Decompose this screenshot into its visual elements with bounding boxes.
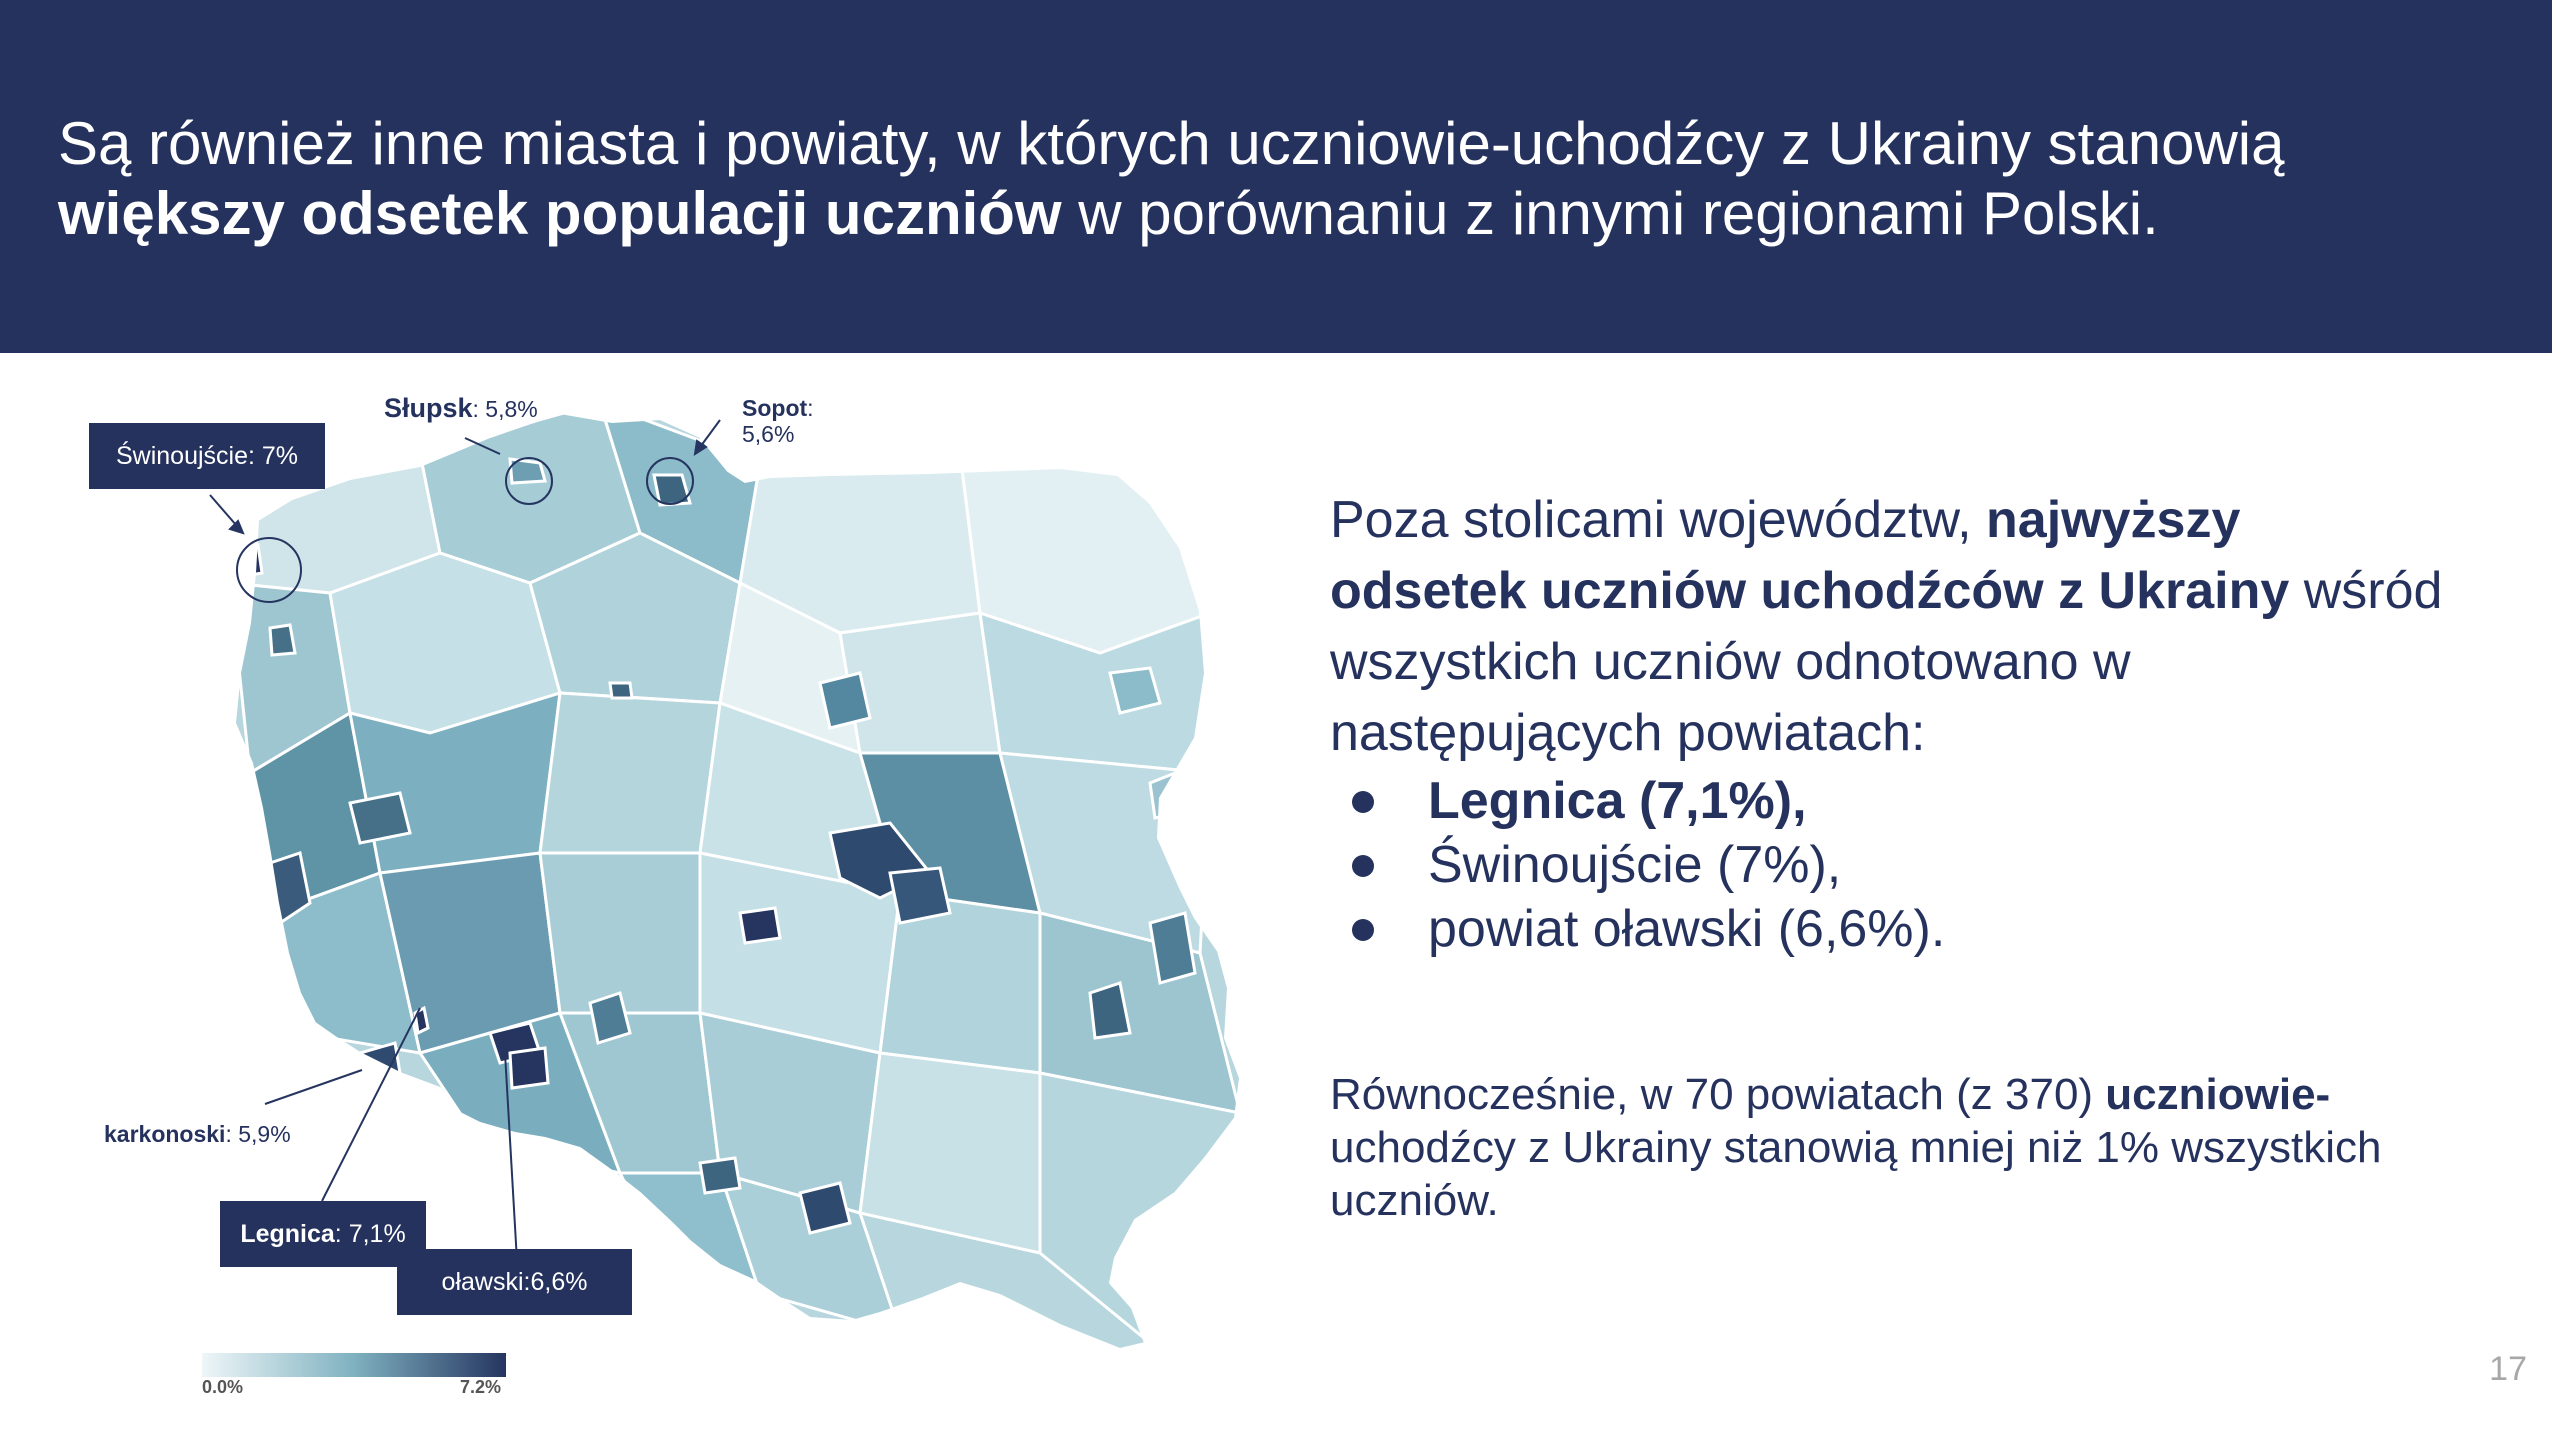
note-intro: Równocześnie, w 70 powiatach (z 370) <box>1330 1070 2106 1119</box>
legnica-value: : 7,1% <box>334 1219 406 1248</box>
findings-panel <box>1330 485 2450 961</box>
note-paragraph <box>1330 1068 2410 1227</box>
findings-list <box>1330 769 2450 961</box>
swinoujscie-label: Świnoujście: 7% <box>89 423 325 489</box>
legend-min-label: 0.0% <box>202 1377 244 1397</box>
bullet-dot-icon <box>1352 791 1374 813</box>
list-item-text: Legnica (7,1%), <box>1428 772 1807 830</box>
legnica-label <box>220 1201 426 1267</box>
list-item <box>1330 769 2450 833</box>
bullet-dot-icon <box>1352 919 1374 941</box>
sopot-colon: : <box>807 395 814 421</box>
sopot-label <box>742 395 814 447</box>
sopot-name: Sopot <box>742 395 808 421</box>
findings-bold: najwyższy odsetek uczniów uchodźców z Ukrainy <box>1330 491 2290 620</box>
title-bold-text: większy odsetek populacji uczniów <box>58 180 1062 247</box>
title-line-1: Są również inne miasta i powiaty, w których uczniowie-uchodźcy z Ukrainy stanowią <box>58 110 2285 177</box>
findings-paragraph <box>1330 485 2450 769</box>
note-rest: uchodźcy z Ukrainy stanowią mniej niż 1% wszystkich uczniów. <box>1330 1123 2382 1225</box>
poland-choropleth-map <box>0 353 1280 1432</box>
poland-map-panel <box>0 353 1280 1432</box>
title-line-2 <box>58 178 2159 250</box>
title-banner <box>0 0 2552 353</box>
karkonoski-value: : 5,9% <box>225 1121 291 1147</box>
findings-intro: Poza stolicami województw, <box>1330 491 1987 549</box>
slupsk-value: : 5,8% <box>472 396 538 422</box>
title-rest-text: w porównaniu z innymi regionami Polski. <box>1061 180 2159 247</box>
legend-max-label: 7.2% <box>460 1377 502 1397</box>
karkonoski-label <box>104 1121 291 1147</box>
legnica-name: Legnica <box>240 1219 335 1248</box>
note-bold: uczniowie- <box>2105 1070 2331 1119</box>
slupsk-label <box>384 395 538 422</box>
list-item-text: Świnoujście (7%), <box>1428 836 1842 894</box>
list-item-text: powiat oławski (6,6%). <box>1428 900 1946 958</box>
slupsk-name: Słupsk <box>384 393 473 423</box>
bullet-dot-icon <box>1352 855 1374 877</box>
list-item <box>1330 897 2450 961</box>
karkonoski-name: karkonoski <box>104 1121 226 1147</box>
sopot-value: 5,6% <box>742 421 795 447</box>
list-item <box>1330 833 2450 897</box>
page-number: 17 <box>2489 1350 2527 1388</box>
legend-color-bar <box>202 1353 506 1377</box>
olawski-label: oławski:6,6% <box>397 1249 632 1315</box>
findings-rest: wśród wszystkich uczniów odnotowano w następujących powiatach: <box>1330 562 2443 762</box>
